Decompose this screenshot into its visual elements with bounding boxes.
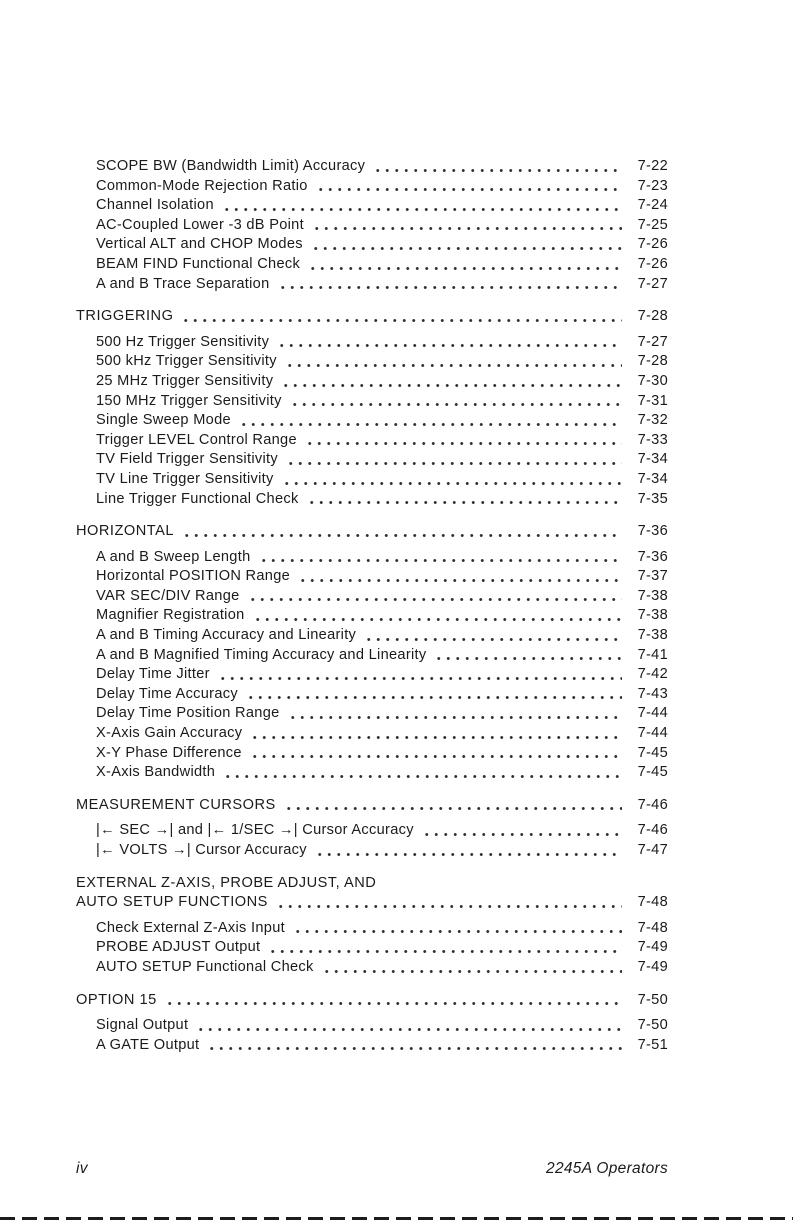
dot-leader <box>293 924 622 938</box>
entry-label: Check External Z-Axis Input <box>96 919 285 936</box>
section-heading-label: EXTERNAL Z-AXIS, PROBE ADJUST, AND <box>76 874 377 891</box>
entry-page-number: 7-49 <box>637 958 668 975</box>
toc-heading-row <box>76 796 668 816</box>
toc-entry-row <box>76 450 668 470</box>
dot-leader <box>316 182 622 196</box>
entry-label: Common-Mode Rejection Ratio <box>96 177 308 194</box>
entry-label: Delay Time Position Range <box>96 705 280 722</box>
entry-page-number: 7-24 <box>637 197 668 214</box>
toc-section <box>76 874 668 978</box>
entry-page-number: 7-26 <box>637 236 668 253</box>
entry-page-number: 7-41 <box>637 646 668 663</box>
entry-page-number: 7-37 <box>637 568 668 585</box>
toc-entry-row <box>76 235 668 255</box>
toc-entry-row <box>76 763 668 783</box>
toc-section <box>76 307 668 509</box>
entry-page-number: 7-51 <box>637 1036 668 1053</box>
toc-section <box>76 991 668 1056</box>
dot-leader <box>250 730 622 744</box>
entry-label: Signal Output <box>96 1017 189 1034</box>
section-heading-label: AUTO SETUP FUNCTIONS <box>76 894 268 911</box>
toc-items <box>76 821 668 860</box>
entry-page-number: 7-34 <box>637 451 668 468</box>
dot-leader <box>278 280 622 294</box>
toc-section <box>76 522 668 783</box>
entry-page-number: 7-42 <box>637 666 668 683</box>
section-heading-label: HORIZONTAL <box>76 523 174 540</box>
dot-leader <box>222 202 622 216</box>
toc-entry-row <box>76 841 668 861</box>
toc-entry-row <box>76 704 668 724</box>
toc-entry-row <box>76 216 668 236</box>
toc-entry-row <box>76 724 668 744</box>
entry-page-number: 7-28 <box>637 353 668 370</box>
toc-entry-row <box>76 196 668 216</box>
entry-page-number: 7-23 <box>637 177 668 194</box>
entry-page-number: 7-28 <box>637 308 668 325</box>
toc-items <box>76 1016 668 1055</box>
toc-items <box>76 333 668 509</box>
entry-page-number: 7-47 <box>637 842 668 858</box>
entry-label: TV Field Trigger Sensitivity <box>96 451 278 468</box>
entry-label: 500 kHz Trigger Sensitivity <box>96 353 277 370</box>
entry-label: X-Axis Bandwidth <box>96 764 216 781</box>
dot-leader <box>246 690 622 704</box>
dot-leader <box>239 417 622 431</box>
toc-entry-row <box>76 665 668 685</box>
dot-leader <box>311 241 622 255</box>
entry-label: |← SEC →| and |← 1/SEC →| Cursor Accuracy <box>96 822 414 839</box>
entry-page-number: 7-48 <box>637 919 668 936</box>
entry-label: Delay Time Accuracy <box>96 685 238 702</box>
toc-entry-row <box>76 275 668 295</box>
toc-entry-row <box>76 958 668 978</box>
dot-leader <box>315 847 622 861</box>
dot-leader <box>373 163 622 177</box>
dot-leader <box>276 899 622 913</box>
entry-label: SCOPE BW (Bandwidth Limit) Accuracy <box>96 158 366 174</box>
toc-entry-row <box>76 821 668 841</box>
dot-leader <box>305 436 622 450</box>
dot-leader <box>181 313 622 327</box>
entry-page-number: 7-36 <box>637 548 668 565</box>
entry-label: A and B Trace Separation <box>96 275 270 292</box>
entry-page-number: 7-22 <box>637 158 668 174</box>
entry-page-number: 7-50 <box>637 1017 668 1034</box>
dot-leader <box>308 261 622 275</box>
entry-label: TV Line Trigger Sensitivity <box>96 470 274 487</box>
dot-leader <box>223 769 622 783</box>
toc-entry-row <box>76 606 668 626</box>
dot-leader <box>248 592 622 606</box>
toc-entry-row <box>76 352 668 372</box>
dot-leader <box>250 749 622 763</box>
toc-entry-row <box>76 567 668 587</box>
entry-label: A and B Magnified Timing Accuracy and Linearity <box>96 646 427 663</box>
dot-leader <box>322 964 622 978</box>
dot-leader <box>253 612 622 626</box>
toc-entry-row <box>76 470 668 490</box>
entry-label: Magnifier Registration <box>96 607 245 624</box>
toc-entry-row <box>76 919 668 939</box>
entry-page-number: 7-31 <box>637 392 668 409</box>
toc-entry-row <box>76 587 668 607</box>
entry-page-number: 7-35 <box>637 490 668 507</box>
entry-page-number: 7-32 <box>637 412 668 429</box>
entry-page-number: 7-49 <box>637 939 668 956</box>
dot-leader <box>196 1022 622 1036</box>
entry-label: VAR SEC/DIV Range <box>96 587 240 604</box>
dot-leader <box>165 996 622 1010</box>
toc-entry-row <box>76 744 668 764</box>
dot-leader <box>298 573 622 587</box>
entry-page-number: 7-44 <box>637 705 668 722</box>
dot-leader <box>182 528 622 542</box>
entry-page-number: 7-27 <box>637 333 668 350</box>
entry-page-number: 7-25 <box>637 216 668 233</box>
toc-entry-row <box>76 1016 668 1036</box>
entry-label: 150 MHz Trigger Sensitivity <box>96 392 282 409</box>
page-footer <box>76 1160 668 1178</box>
entry-label: A and B Timing Accuracy and Linearity <box>96 627 357 644</box>
entry-label: Trigger LEVEL Control Range <box>96 431 297 448</box>
toc <box>76 157 668 1055</box>
entry-page-number: 7-34 <box>637 470 668 487</box>
dot-leader <box>282 476 622 490</box>
dot-leader <box>277 338 622 352</box>
toc-heading-row <box>76 893 668 913</box>
entry-label: AUTO SETUP Functional Check <box>96 958 314 975</box>
toc-heading-row <box>76 874 668 894</box>
toc-entry-row <box>76 548 668 568</box>
toc-entry-row <box>76 177 668 197</box>
entry-page-number: 7-48 <box>637 894 668 911</box>
entry-page-number: 7-33 <box>637 431 668 448</box>
entry-label: BEAM FIND Functional Check <box>96 255 301 272</box>
dot-leader <box>285 358 622 372</box>
dot-leader <box>286 456 622 470</box>
entry-label: Vertical ALT and CHOP Modes <box>96 236 303 253</box>
entry-page-number: 7-45 <box>637 764 668 781</box>
toc-entry-row <box>76 626 668 646</box>
toc-entry-row <box>76 411 668 431</box>
entry-page-number: 7-38 <box>637 607 668 624</box>
section-heading-label: TRIGGERING <box>76 308 174 325</box>
section-heading-label: OPTION 15 <box>76 991 157 1008</box>
section-heading-label: MEASUREMENT CURSORS <box>76 796 276 813</box>
entry-page-number: 7-38 <box>637 587 668 604</box>
toc-entry-row <box>76 938 668 958</box>
dot-leader <box>434 651 622 665</box>
entry-label: 500 Hz Trigger Sensitivity <box>96 333 270 350</box>
entry-label: X-Axis Gain Accuracy <box>96 725 243 742</box>
entry-page-number: 7-26 <box>637 255 668 272</box>
entry-page-number: 7-30 <box>637 372 668 389</box>
entry-label: X-Y Phase Difference <box>96 744 242 761</box>
entry-label: Line Trigger Functional Check <box>96 490 299 507</box>
toc-section <box>76 157 668 294</box>
toc-heading-row <box>76 991 668 1011</box>
toc-items <box>76 919 668 978</box>
entry-label: PROBE ADJUST Output <box>96 939 261 956</box>
dot-leader <box>218 671 622 685</box>
toc-heading-row <box>76 522 668 542</box>
entry-label: 25 MHz Trigger Sensitivity <box>96 372 274 389</box>
entry-label: AC-Coupled Lower -3 dB Point <box>96 216 304 233</box>
toc-entry-row <box>76 333 668 353</box>
entry-label: A GATE Output <box>96 1036 200 1053</box>
dot-leader <box>284 801 622 815</box>
dot-leader <box>207 1041 622 1055</box>
toc-entry-row <box>76 372 668 392</box>
footer-page-number: iv <box>76 1160 88 1177</box>
toc-items <box>76 548 668 783</box>
dot-leader <box>290 397 622 411</box>
entry-label: |← VOLTS →| Cursor Accuracy <box>96 842 307 858</box>
toc-entry-row <box>76 255 668 275</box>
entry-label: Channel Isolation <box>96 197 214 214</box>
toc-entry-row <box>76 646 668 666</box>
dot-leader <box>364 632 622 646</box>
footer-manual-title: 2245A Operators <box>546 1160 668 1177</box>
entry-page-number: 7-45 <box>637 744 668 761</box>
entry-page-number: 7-46 <box>637 796 668 813</box>
entry-page-number: 7-36 <box>637 523 668 540</box>
toc-entry-row <box>76 1036 668 1056</box>
toc-items <box>76 157 668 294</box>
entry-label: Delay Time Jitter <box>96 666 210 683</box>
entry-page-number: 7-27 <box>637 275 668 292</box>
toc-entry-row <box>76 392 668 412</box>
entry-page-number: 7-44 <box>637 725 668 742</box>
dot-leader <box>281 378 622 392</box>
dot-leader <box>312 221 622 235</box>
dot-leader <box>422 827 622 841</box>
entry-page-number: 7-43 <box>637 685 668 702</box>
entry-page-number: 7-38 <box>637 627 668 644</box>
toc-entry-row <box>76 157 668 177</box>
entry-label: A and B Sweep Length <box>96 548 251 565</box>
entry-label: Single Sweep Mode <box>96 412 231 429</box>
entry-label: Horizontal POSITION Range <box>96 568 291 585</box>
dot-leader <box>259 553 623 567</box>
toc-entry-row <box>76 685 668 705</box>
toc-entry-row <box>76 490 668 510</box>
toc-entry-row <box>76 431 668 451</box>
dot-leader <box>307 495 622 509</box>
entry-page-number: 7-46 <box>637 822 668 839</box>
dot-leader <box>268 944 622 958</box>
dot-leader <box>288 710 622 724</box>
page-edge-dashed-line <box>0 1217 793 1220</box>
toc-heading-row <box>76 307 668 327</box>
toc-section <box>76 796 668 861</box>
entry-page-number: 7-50 <box>637 991 668 1008</box>
